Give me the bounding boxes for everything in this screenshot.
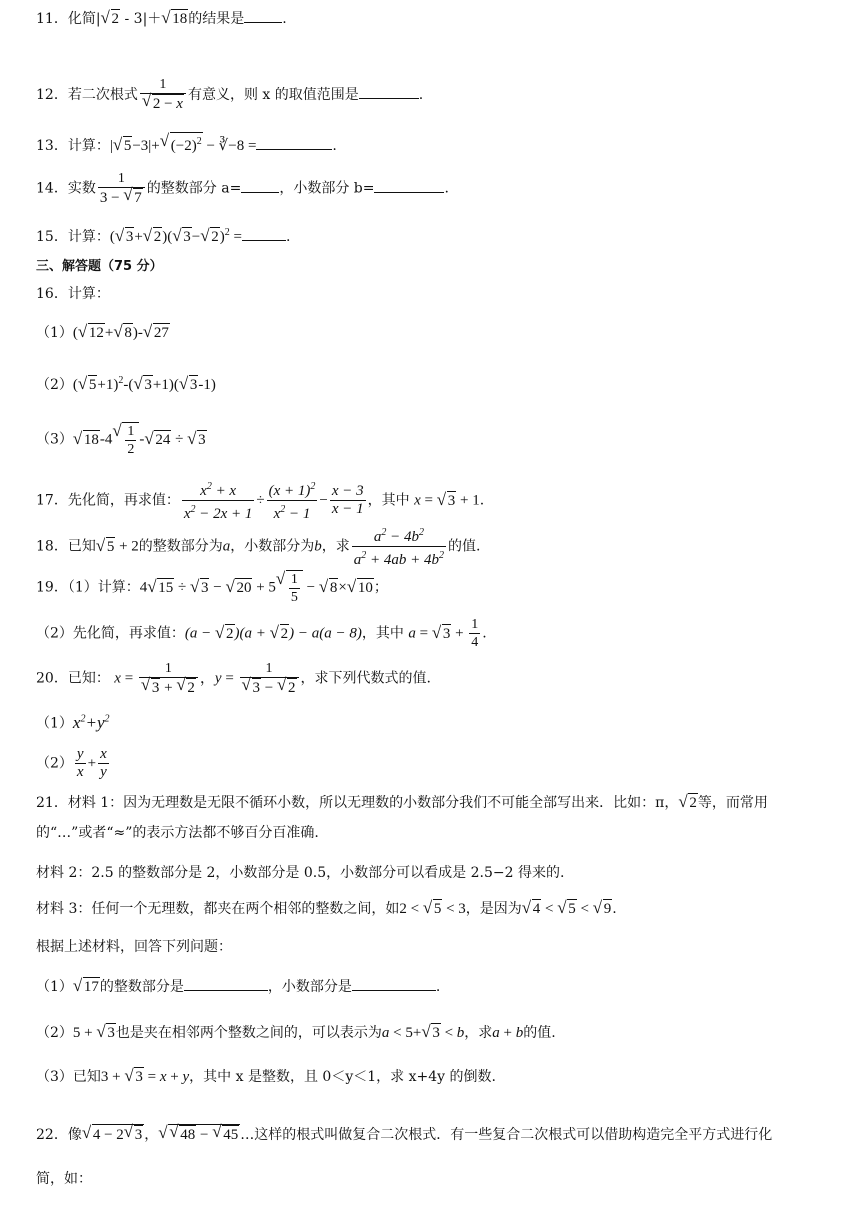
question-16-part-1: （1）(√ 12+√ 8)-√ 27 <box>36 322 170 345</box>
question-21-line-3: 材料 2：2.5 的整数部分是 2，小数部分是 0.5，小数部分可以看成是 2.5−2 得来的. <box>36 865 565 881</box>
question-20-part-2: （2） $\frac{y}{x}$ + $\frac{x}{y}$ <box>36 746 107 780</box>
question-15: 15．计算：(√ 3+√ 2)(√ 3−√ 2)$^2$ = . <box>36 222 290 249</box>
answer-blank[interactable] <box>374 178 444 193</box>
question-13: 13．计算：|√ 5−3|+√ $(-2)^2$ − ∛−8 = . <box>36 132 337 158</box>
question-12: 12．若二次根式 1 √ 2 − x 有意义，则 x 的取值范围是 . <box>36 76 423 114</box>
question-19: 19．（1）计算：4√ 15 ÷ √ 3 − √ 20 + 5 √ $\frac{1}{5}$ − √ 8×√ 10； <box>36 570 388 606</box>
answer-blank[interactable] <box>242 226 286 241</box>
question-21-line-2: 的“…”或者“≈”的表示方法都不够百分百准确. <box>36 825 319 841</box>
answer-blank[interactable] <box>256 135 332 150</box>
question-11: 11．化简|√ 2 ‑ 3|＋√ 18的结果是 . <box>36 8 287 31</box>
answer-blank[interactable] <box>241 178 279 193</box>
question-21-line-4: 材料 3：任何一个无理数，都夹在两个相邻的整数之间，如2 < √ 5 < 3，是因为√ 4 < √ 5 < √ 9. <box>36 898 617 921</box>
question-17: 17．先化简，再求值： $\frac{x^2 + x}{x^2 - 2x + 1}$ ÷ $\frac{(x + 1)^2}{x^2 - 1}$ − $\frac{x - 3}{x - 1}$ ，其中 x = √ 3 + 1. <box>36 478 484 523</box>
section-heading: 三、解答题（75 分） <box>36 259 163 274</box>
question-20: 20．已知： x = 1 √ 3 + √ 2 ，y = 1 √ 3 − √ 2 ，求下列代数式的值. <box>36 660 431 697</box>
answer-blank[interactable] <box>359 84 419 99</box>
question-16: 16．计算： <box>36 286 110 302</box>
question-16-part-2: （2）(√ 5+1)$^2$-(√ 3+1)(√ 3-1) <box>36 370 216 397</box>
question-21-line-5: 根据上述材料，回答下列问题： <box>36 939 232 955</box>
answer-blank[interactable] <box>184 976 268 991</box>
question-21-part-3: （3）已知3 + √ 3 = x + y，其中 x 是整数，且 0＜y＜1，求 x+4y 的倒数. <box>36 1066 496 1089</box>
question-20-part-1: $(1)x^2+y^2$ <box>36 712 110 732</box>
question-18: 18．已知√ 5 + 2的整数部分为a，小数部分为b，求 $\frac{a^2 - 4b^2}{a^2 + 4ab + 4b^2}$ 的值. <box>36 524 481 569</box>
question-22-line-2: 简，如： <box>36 1171 92 1187</box>
question-21-line-1: 21．材料 1：因为无理数是无限不循环小数，所以无理数的小数部分我们不可能全部写出来．比如：π，√ 2等，而常用 <box>36 792 768 815</box>
question-16-part-3: （3）√ 18-4 √ $\frac{1}{2}$ -√ 24 ÷ √ 3 <box>36 422 207 458</box>
question-19-part-2: （2）先化简，再求值：(a − √ 2)(a + √ 2) − a(a − 8)，其中 a = √ 3 + $\frac{1}{4}$ . <box>36 616 487 651</box>
question-14: 14．实数 $\frac{1}{3 - √ 7}$ 的整数部分 a= ，小数部分 b= . <box>36 170 449 207</box>
question-21-part-1: （1）√ 17的整数部分是 ，小数部分是 . <box>36 976 440 999</box>
question-21-part-2: （2）5 + √ 3也是夹在相邻两个整数之间的，可以表示为a < 5+√ 3 < b，求a + b的值. <box>36 1022 556 1045</box>
question-22-line-1: 22．像√ 4 − 2√ 3 ，√ √ 48 − √ 45 …这样的根式叫做复合二次根式．有一些复合二次根式可以借助构造完全平方式进行化 <box>36 1124 772 1147</box>
answer-blank[interactable] <box>352 976 436 991</box>
answer-blank[interactable] <box>244 8 282 23</box>
